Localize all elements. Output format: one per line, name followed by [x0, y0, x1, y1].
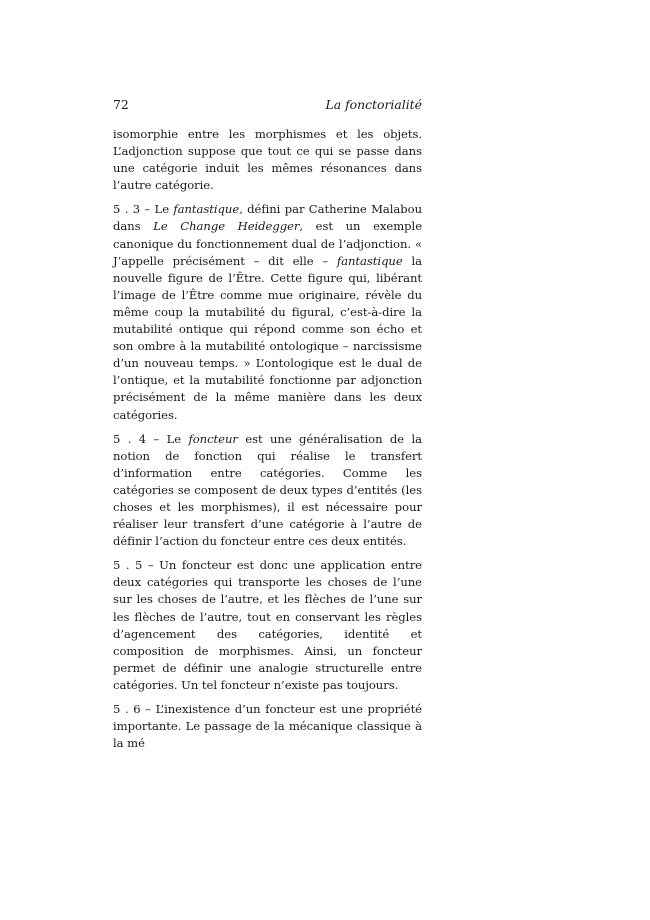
paragraph-5-5 — [113, 557, 426, 694]
paragraph-text: 5 . 3 – Le — [113, 202, 174, 217]
paragraph-intro — [113, 126, 426, 194]
italic-text: fantastique — [336, 253, 403, 268]
italic-text: fantastique, — [173, 202, 243, 217]
paragraph-5-6 — [113, 701, 426, 752]
paragraph-text: la nouvelle figure de l’Être. Cette figure qui, libérant l’image de l’Être comme mue originaire, révèle du même coup la mutabilité du figural, c’est-à-dire la mutabilité ontique qui répond comme son écho et son ombre à la mutabilité ontologique – narcissisme d’un nouveau temps. » L’ontologique est le dual de l’ontique, et la mutabilité fonctionne par adjonction précisément de la même manière dans les deux catégories. — [113, 253, 426, 422]
italic-text: Le Change Heidegger — [153, 219, 300, 234]
paragraph-5-3 — [113, 201, 426, 423]
paragraph-text: isomorphie entre les morphismes et les objets. L’adjonction suppose que tout ce qui se passe dans une catégorie induit les mêmes résonances dans l’autre catégorie. — [113, 127, 426, 193]
running-title: La fonctorialité — [325, 97, 422, 112]
paragraph-5-4 — [113, 431, 426, 551]
paragraph-text: 5 . 5 – Un foncteur est donc une application entre deux catégories qui transporte les choses de l’une sur les choses de l’autre, et les flèches de l’une sur les flèches de l’autre, tout en conservant les règles d’agencement des catégories, identité et composition de morphismes. Ainsi, un foncteur permet de définir une analogie structurelle entre catégories. Un tel foncteur n’existe pas toujours. — [113, 558, 426, 692]
book-page — [113, 96, 426, 759]
paragraph-text: défini par Catherine Malabou dans — [113, 202, 426, 234]
paragraph-text: , est un exemple canonique du fonctionnement dual de l’adjonction. « J’appelle précisément – dit elle – — [113, 219, 426, 268]
page-number: 72 — [113, 97, 129, 112]
paragraph-text: 5 . 6 – L’inexistence d’un foncteur est une propriété importante. Le passage de la mécanique classique à la mé — [113, 702, 426, 751]
italic-text: foncteur — [188, 431, 238, 446]
body-text — [113, 126, 426, 752]
paragraph-text: 5 . 4 – Le — [113, 431, 189, 446]
paragraph-text: est une généralisation de la notion de fonction qui réalise le transfert d’information entre catégories. Comme les catégories se composent de deux types d’entités (les choses et les morphismes), il est nécessaire pour réaliser leur transfert d’une catégorie à l’autre de définir l’action du foncteur entre ces deux entités. — [113, 431, 426, 549]
page-header — [113, 96, 422, 114]
